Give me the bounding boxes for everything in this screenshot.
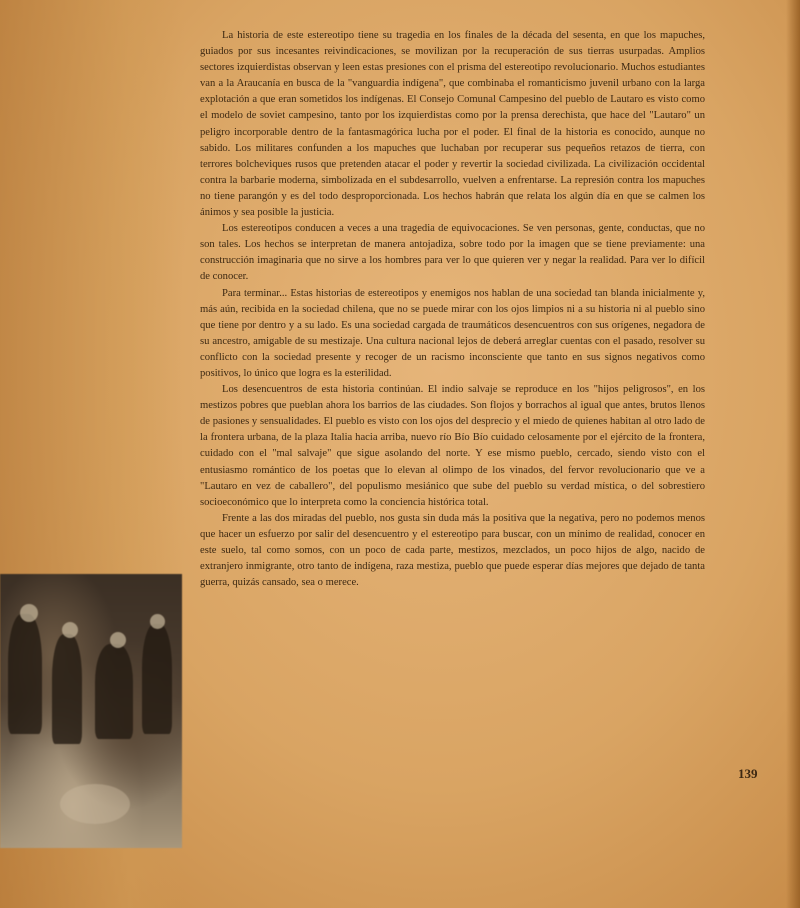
paragraph: Los desencuentros de esta historia continúan. El indio salvaje se reproduce en los "hijos peligrosos", en los mestizos pobres que pueblan ahora los barrios de las ciudades. Son flojos y borrachos al igual que antes, brutos llenos de pasiones y sensualidades. El pueblo es visto con los ojos del desprecio y el miedo de quienes habitan al otro lado de la frontera urbana, de la plaza Italia hacia arriba, nuevo río Bío Bío cuidado celosamente por el ejército de la frontera, cuidado con el "mal salvaje" que sigue asolando del norte. Y ese mismo pueblo, cercado, siendo visto con el entusiasmo romántico de los poetas que lo elevan al olimpo de los vinados, del fervor revolucionario que ve a "Lautaro en vez de caballero", del populismo mesiánico que sube del pueblo su verdad mística, o del sobrestiero socioeconómico que lo interpreta como la conciencia histórica total. xyxy=(200,384,705,508)
page-edge-shadow xyxy=(786,0,800,908)
paragraph: La historia de este estereotipo tiene su tragedia en los finales de la década del sesenta, en que los mapuches, guiados por sus incesantes reivindicaciones, se movilizan por la recuperación de sus tierras usurpadas. Amplios sectores izquierdistas observan y leen estas presiones con el prisma del estereotipo revolucionario. Muchos estudiantes van a la Araucanía en busca de la "vanguardia indígena", que combinaba el romanticismo juvenil urbano con la larga explotación a que eran sometidos los indígenas. El Consejo Comunal Campesino del pueblo de Lautaro es visto como el modelo de soviet campesino, tanto por los izquierdistas como por la prensa derechista, que hace del "Lautaro" un peligro incorporable dentro de la fantasmagórica lucha por el poder. El final de la historia es conocido, aunque no sabido. Los militares confunden a los mapuches que luchaban por recuperar sus pequeños retazos de tierra, con terrores bolcheviques rusos que pretenden atacar el poder y revertir la sociedad civilizada. La civilización occidental contra la barbarie moderna, simbolizada en el subdesarrollo, vuelven a enfrentarse. La represión contra los mapuches no tiene parangón y es del todo desproporcionada. Los hechos habrán que relata los algún día en que se calmen los ánimos y sea posible la justicia. xyxy=(200,30,705,219)
paragraph: Los estereotipos conducen a veces a una tragedia de equivocaciones. Se ven personas, gente, conductas, que no son tales. Los hechos se interpretan de manera antojadiza, sobre todo por la imagen que se tiene previamente: una construcción imaginaria que no sirve a los hombres para ver lo que quieren ver y negar la realidad. Para ver lo difícil de conocer. xyxy=(200,223,705,283)
paragraph: Para terminar... Estas historias de estereotipos y enemigos nos hablan de una sociedad tan blanda inicialmente y, más aún, recibida en la sociedad chilena, que no se puede mirar con los ojos limpios ni a su historia ni al pueblo sino que tiene por dentro y a su lado. Es una sociedad cargada de traumáticos desencuentros con sus orígenes, negadora de su ancestro, amigable de su mestizaje. Una cultura nacional lejos de deberá arreglar cuentas con el pasado, resolver su conflicto con la sociedad presente y recoger de un racismo inconsciente que tanto en sus signos negativos como positivos, lo único que logra es la esterilidad. xyxy=(200,287,705,379)
body-text xyxy=(200,28,705,591)
page-number: 139 xyxy=(738,766,758,781)
paragraph: Frente a las dos miradas del pueblo, nos gusta sin duda más la positiva que la negativa, pero no podemos menos que hacer un esfuerzo por salir del desencuentro y el estereotipo para buscar, con un mínimo de realidad, conocer en este suelo, tal como somos, con un poco de cada parte, mestizos, mezclados, un poco hijos de algo, nacido de extranjero inmigrante, otro tanto de indígena, raza mestiza, pueblo que puede esperar días mejores que dejado de tanta guerra, quizás cansado, sea o merece. xyxy=(200,512,705,589)
historical-photograph xyxy=(0,574,182,848)
